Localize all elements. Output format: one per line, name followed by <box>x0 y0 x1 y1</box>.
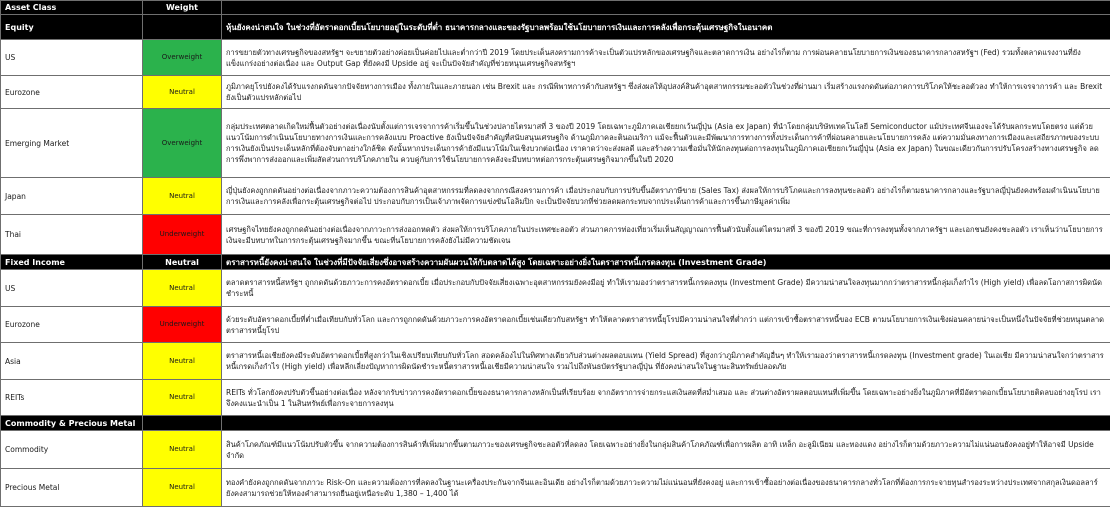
commentary-text: การขยายตัวทางเศรษฐกิจของสหรัฐฯ จะขยายตัวอย่างค่อยเป็นค่อยไปและต่ำกว่าปี 2019 โดยประเด็นสงครามการค้าจะเป็นตัวแปรหลักของเศรษฐกิจและตลาดการเงิน อย่างไรก็ตาม การผ่อนคลายนโยบายการเงินของธนาคารกลางสหรัฐฯ (Fed) รวมทั้งตลาดแรงงานที่ยังแข็งแกร่งอย่างต่อเนื่อง และ Output Gap ที่ยังคงมี Upside อยู่ จะเป็นปัจจัยสำคัญที่ช่วยหนุนเศรษฐกิจสหรัฐฯ <box>222 40 1110 76</box>
commentary-text: REITs ทั่วโลกยังคงปรับตัวขึ้นอย่างต่อเนื่อง หลังจากรับข่าวการคงอัตราดอกเบี้ยของธนาคารกลางหลักเป็นที่เรียบร้อย จากอัตราการจ่ายกระแสเงินสดที่สม่ำเสมอ และ ส่วนต่างอัตราผลตอบแทนที่เพิ่มขึ้น โดยเฉพาะอย่างยิ่งในภูมิภาคที่มีอัตราดอกเบี้ยนโยบายติดลบอย่างยุโรป เราจึงคงแนะนำเป็น 1 ในสินทรัพย์เพื่อกระจายการลงทุน <box>222 380 1110 416</box>
asset-row <box>1 469 1110 507</box>
asset-name: Japan <box>1 178 143 215</box>
section-weight <box>143 416 222 431</box>
asset-name: Eurozone <box>1 307 143 343</box>
section-name: Fixed Income <box>1 255 143 270</box>
asset-name: US <box>1 270 143 307</box>
asset-name: Commodity <box>1 431 143 469</box>
asset-row <box>1 215 1110 255</box>
asset-row <box>1 109 1110 178</box>
commentary-text: ทองคำยังคงถูกกดดันจากภาวะ Risk-On และความต้องการที่ลดลงในฐานะเครื่องประกันจากจีนและอินเดีย อย่างไรก็ตามด้วยภาวะความไม่แน่นอนที่ยังคงอยู่ และการเข้าซื้ออย่างต่อเนื่องของธนาคารกลางทั่วโลกที่ต้องการกระจายทุนสำรองระหว่างประเทศจากสกุลเงินดอลลาร์ ยังคงสามารถช่วยให้ทองคำสามารถยืนอยู่เหนือระดับ 1,380 – 1,400 ได้ <box>222 469 1110 507</box>
weight-badge: Overweight <box>143 40 222 76</box>
commentary-text: ตราสารหนี้เอเชียยังคงมีระดับอัตราดอกเบี้ยที่สูงกว่าในเชิงเปรียบเทียบกับทั่วโลก สอดคล้องไปในทิศทางเดียวกับส่วนต่างผลตอบแทน (Yield Spread) ที่สูงกว่าภูมิภาคสำคัญอื่นๆ ทำให้เรามองว่าตราสารหนี้เกรดลงทุน (Investment grade) ในเอเชีย มีความน่าสนใจกว่าตราสารหนี้เกรดเก็งกำไร (High yield) เพื่อหลีกเลี่ยงปัญหาการผิดนัดชำระหนี้ตราสารหนี้เอเชียมีความน่าสนใจ รวมไปถึงพันธบัตรรัฐบาลญี่ปุ่น ที่ยังคงน่าสนใจในฐานะสินทรัพย์ปลอดภัย <box>222 343 1110 380</box>
weight-badge: Neutral <box>143 380 222 416</box>
weight-badge: Neutral <box>143 343 222 380</box>
commentary-text: ญี่ปุ่นยังคงถูกกดดันอย่างต่อเนื่องจากภาวะความต้องการสินค้าอุตสาหกรรมที่ลดลงจากกรณีสงครามการค้า เมื่อประกอบกับการปรับขึ้นอัตราภาษีขาย (Sales Tax) ส่งผลให้การบริโภคและการลงทุนชะลอตัว อย่างไรก็ตามธนาคารกลางและรัฐบาลญี่ปุ่นยังคงพร้อมดำเนินนโยบายการเงินและการคลังเพื่อกระตุ้นเศรษฐกิจต่อไป ประกอบกับการเป็นเจ้าภาพจัดการแข่งขันโอลิมปิก จะเป็นปัจจัยบวกที่ช่วยลดผลกระทบจากประเด็นการค้าและการขึ้นภาษีมูลค่าเพิ่ม <box>222 178 1110 215</box>
weight-badge: Underweight <box>143 307 222 343</box>
section-summary: ตราสารหนี้ยังคงน่าสนใจ ในช่วงที่มีปัจจัยเสี่ยงซึ่งอาจสร้างความผันผวนให้กับตลาดได้สูง โดยเฉพาะอย่างยิ่งในตราสารหนี้เกรดลงทุน (Investment Grade) <box>222 255 1110 270</box>
weight-badge: Neutral <box>143 431 222 469</box>
section-weight: Overweight <box>143 15 222 40</box>
asset-name: Emerging Market <box>1 109 143 178</box>
section-weight: Neutral <box>143 255 222 270</box>
asset-name: REITs <box>1 380 143 416</box>
section-row <box>1 255 1110 270</box>
asset-row <box>1 431 1110 469</box>
asset-name: Eurozone <box>1 76 143 109</box>
weight-badge: Neutral <box>143 178 222 215</box>
commentary-text: กลุ่มประเทศตลาดเกิดใหม่ฟื้นตัวอย่างต่อเนื่องนับตั้งแต่การเจรจาการค้าเริ่มขึ้นในช่วงปลายไตรมาสที่ 3 ของปี 2019 โดยเฉพาะภูมิภาคเอเชียยกเว้นญี่ปุ่น (Asia ex Japan) ที่นำโดยกลุ่มบริษัทเทคโนโลยี Semiconductor แม้ประเทศจีนเองจะได้รับผลกระทบโดยตรง แต่ด้วยแนวโน้มการดำเนินนโยบายทางการเงินและการคลังแบบ Proactive ยังเป็นปัจจัยสำคัญที่สนับสนุนเศรษฐกิจ ด้านภูมิภาคละตินอเมริกา แม้จะฟื้นตัวและมีพัฒนาการทางการทั้งประเด็นการค้าที่ผ่อนคลายและนโยบายการคลัง แต่ความมั่นคงทางการเมืองและเสถียรภาพของระบบการเงินยังเป็นประเด็นหลักที่ต้องจับตาอย่างใกล้ชิด ดังนั้นหากประเด็นการค้ายังมีแนวโน้มในเชิงบวกต่อเนื่อง เราคาดว่าจะส่งผลดี และสร้างความเชื่อมั่นให้นักลงทุนต่อการลงทุนในภูมิภาคเอเชียยกเว้นญี่ปุ่น (Asia ex Japan) ในขณะเดียวกันการปรับโครงสร้างทางเศรษฐกิจ ลดการพึ่งพาการส่งออกและเพิ่มสัดส่วนการบริโภคภายใน ควบคู่กับการใช้นโยบายการคลังจะมีบทบาทต่อการกระตุ้นเศรษฐกิจมากขึ้นในปี 2020 <box>222 109 1110 178</box>
section-name: Commodity & Precious Metal <box>1 416 143 431</box>
weight-badge: Overweight <box>143 109 222 178</box>
asset-row <box>1 343 1110 380</box>
weight-badge: Underweight <box>143 215 222 255</box>
asset-name: US <box>1 40 143 76</box>
asset-row <box>1 40 1110 76</box>
asset-row <box>1 270 1110 307</box>
asset-row <box>1 307 1110 343</box>
header-weight: Weight <box>143 1 222 15</box>
commentary-text: ภูมิภาคยุโรปยังคงได้รับแรงกดดันจากปัจจัยทางการเมือง ทั้งภายในและภายนอก เช่น Brexit และ กรณีพิพาทการค้ากับสหรัฐฯ ซึ่งส่งผลให้อุปสงค์สินค้าอุตสาหกรรมชะลอตัวในช่วงที่ผ่านมา เริ่มสร้างแรงกดดันต่อภาคการบริโภคให้ชะลอตัวลง ทำให้การเจรจาการค้า และ Brexit ยังเป็นตัวแปรหลักต่อไป <box>222 76 1110 109</box>
commentary-text: เศรษฐกิจไทยยังคงถูกกดดันอย่างต่อเนื่องจากภาวะการส่งออกหดตัว ส่งผลให้การบริโภคภายในประเทศชะลอตัว ส่วนภาคการท่องเที่ยวเริ่มเห็นสัญญาณการฟื้นตัวนับตั้งแต่ไตรมาสที่ 3 ของปี 2019 ขณะที่การลงทุนทั้งจากภาครัฐฯ และเอกชนยังคงชะลอตัว เราเห็นว่านโยบายการเงินจะมีบทบาทในการกระตุ้นเศรษฐกิจมากขึ้น ขณะที่นโยบายการคลังยังไม่มีความชัดเจน <box>222 215 1110 255</box>
asset-name: Precious Metal <box>1 469 143 507</box>
commentary-text: สินค้าโภคภัณฑ์มีแนวโน้มปรับตัวขึ้น จากความต้องการสินค้าที่เพิ่มมากขึ้นตามภาวะของเศรษฐกิจชะลอตัวที่ลดลง โดยเฉพาะอย่างยิ่งในกลุ่มสินค้าโภคภัณฑ์เพื่อการผลิต อาทิ เหล็ก อะลูมิเนียม และทองแดง อย่างไรก็ตามด้วยภาวะความไม่แน่นอนยังคงอยู่ทำให้อาจมี Upside จำกัด <box>222 431 1110 469</box>
section-row <box>1 15 1110 40</box>
section-summary <box>222 416 1110 431</box>
weight-badge: Neutral <box>143 270 222 307</box>
table-header-row <box>1 1 1110 15</box>
asset-row <box>1 76 1110 109</box>
header-commentary <box>222 1 1110 15</box>
asset-name: Thai <box>1 215 143 255</box>
commentary-text: ด้วยระดับอัตราดอกเบี้ยที่ต่ำเมื่อเทียบกับทั่วโลก และการถูกกดดันด้วยภาวะการคงอัตราดอกเบี้ยเช่นเดียวกับสหรัฐฯ ทำให้ตลาดตราสารหนี้ยุโรปมีความน่าสนใจที่ต่ำกว่า แต่การเข้าซื้อตราสารหนี้ของ ECB ตามนโยบายการเงินเชิงผ่อนคลายน่าจะเป็นหนึ่งในปัจจัยที่ช่วยหนุนตลาดตราสารหนี้ยุโรป <box>222 307 1110 343</box>
header-asset-class: Asset Class <box>1 1 143 15</box>
weight-badge: Neutral <box>143 469 222 507</box>
commentary-text: ตลาดตราสารหนี้สหรัฐฯ ถูกกดดันด้วยภาวะการคงอัตราดอกเบี้ย เมื่อประกอบกับปัจจัยเสี่ยงเฉพาะอุตสาหกรรมยังคงมีอยู่ ทำให้เรามองว่าตราสารหนี้เกรดลงทุน (Investment Grade) มีความน่าสนใจลงทุนมากกว่าตราสารหนี้กลุ่มเก็งกำไร (High yield) เพื่อลดโอกาสการผิดนัดชำระหนี้ <box>222 270 1110 307</box>
section-summary: หุ้นยังคงน่าสนใจ ในช่วงที่อัตราดอกเบี้ยนโยบายอยู่ในระดับที่ต่ำ ธนาคารกลางและของรัฐบาลพร้อมใช้นโยบายการเงินและการคลังเพื่อกระตุ้นเศรษฐกิจในอนาคต <box>222 15 1110 40</box>
asset-row <box>1 178 1110 215</box>
weight-badge: Neutral <box>143 76 222 109</box>
asset-row <box>1 380 1110 416</box>
section-name: Equity <box>1 15 143 40</box>
section-row <box>1 416 1110 431</box>
asset-name: Asia <box>1 343 143 380</box>
